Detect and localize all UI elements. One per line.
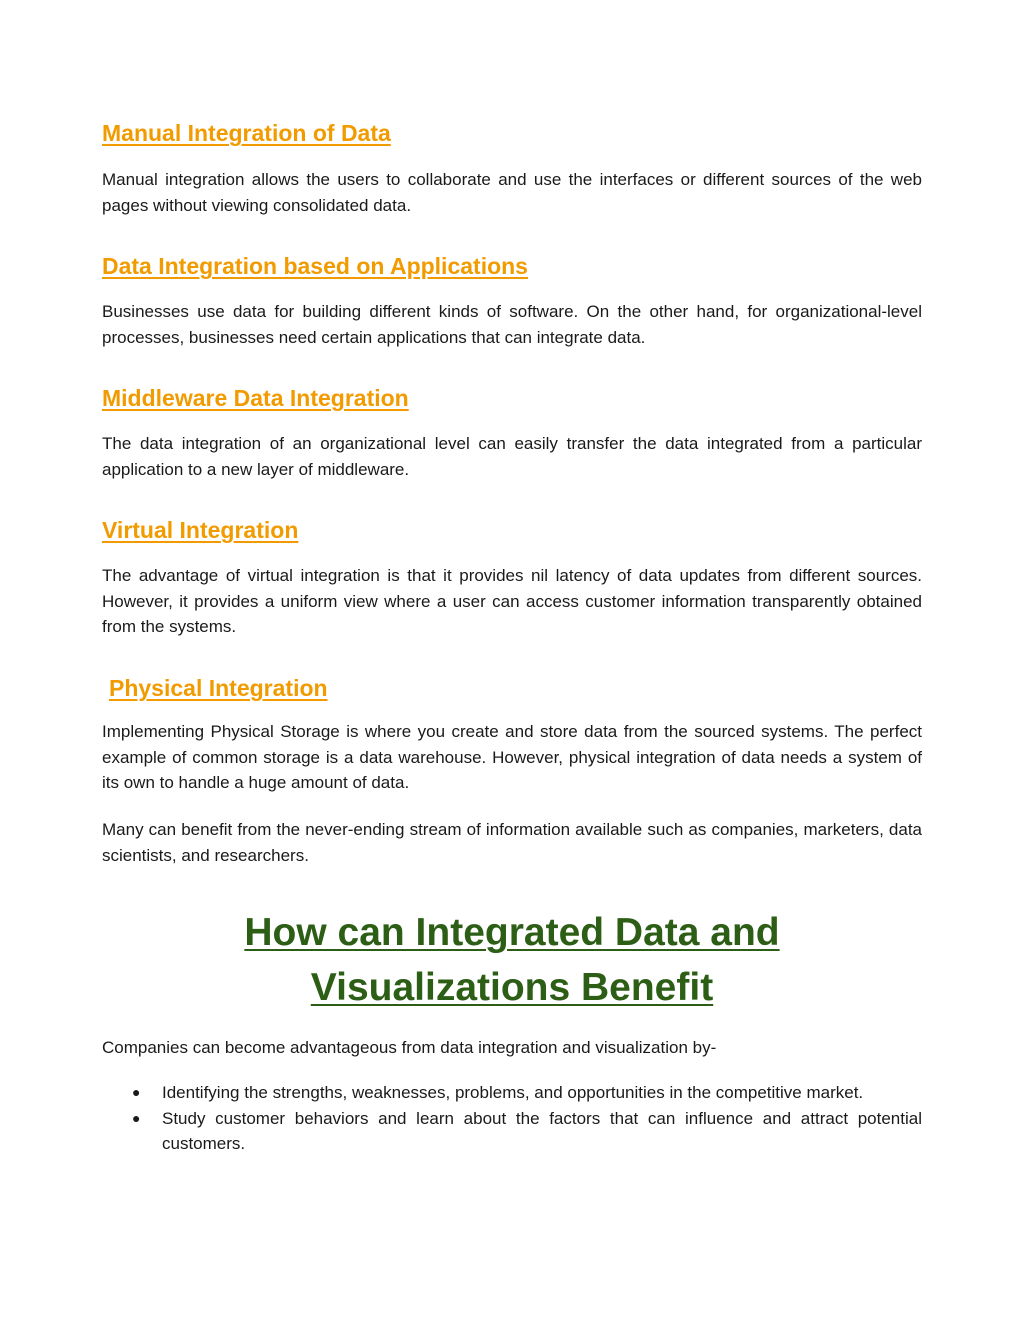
paragraph-virtual-integration: The advantage of virtual integration is that it provides nil latency of data updates from different sources. However, it provides a uniform view where a user can access customer information transparently obtained from the systems. (102, 566, 922, 636)
list-item-text: Study customer behaviors and learn about the factors that can influence and attract potential customers. (162, 1108, 922, 1153)
section-heading-application-integration: Data Integration based on Applications (102, 253, 528, 279)
paragraph-benefit-stream: Many can benefit from the never-ending stream of information available such as companies, marketers, data scientists, and researchers. (102, 820, 922, 865)
intro-paragraph: Companies can become advantageous from data integration and visualization by- (102, 1038, 717, 1057)
list-item-text: Identifying the strengths, weaknesses, problems, and opportunities in the competitive market. (162, 1083, 864, 1102)
main-heading-line-2: Visualizations Benefit (310, 966, 714, 1009)
section-heading-physical-integration: Physical Integration (109, 675, 328, 701)
paragraph-middleware-integration: The data integration of an organizational level can easily transfer the data integrated from a particular application to a new layer of middleware. (102, 434, 922, 479)
paragraph-application-integration: Businesses use data for building different kinds of software. On the other hand, for organizational-level processes, businesses need certain applications that can integrate data. (102, 302, 922, 347)
list-item (102, 1106, 922, 1157)
benefits-list (102, 1080, 922, 1157)
list-item (102, 1080, 922, 1106)
paragraph-manual-integration: Manual integration allows the users to collaborate and use the interfaces or different sources of the web pages without viewing consolidated data. (102, 170, 922, 215)
main-heading (102, 905, 922, 1015)
section-heading-middleware-integration: Middleware Data Integration (102, 385, 409, 411)
main-heading-line-1: How can Integrated Data and (244, 911, 780, 954)
paragraph-physical-integration: Implementing Physical Storage is where you create and store data from the sourced systems. The perfect example of common storage is a data warehouse. However, physical integration of data needs a system of its own to handle a huge amount of data. (102, 722, 922, 792)
section-heading-manual-integration: Manual Integration of Data (102, 120, 391, 146)
bullet-icon: ● (132, 1084, 141, 1100)
section-heading-virtual-integration: Virtual Integration (102, 517, 299, 543)
bullet-icon: ● (132, 1109, 141, 1126)
